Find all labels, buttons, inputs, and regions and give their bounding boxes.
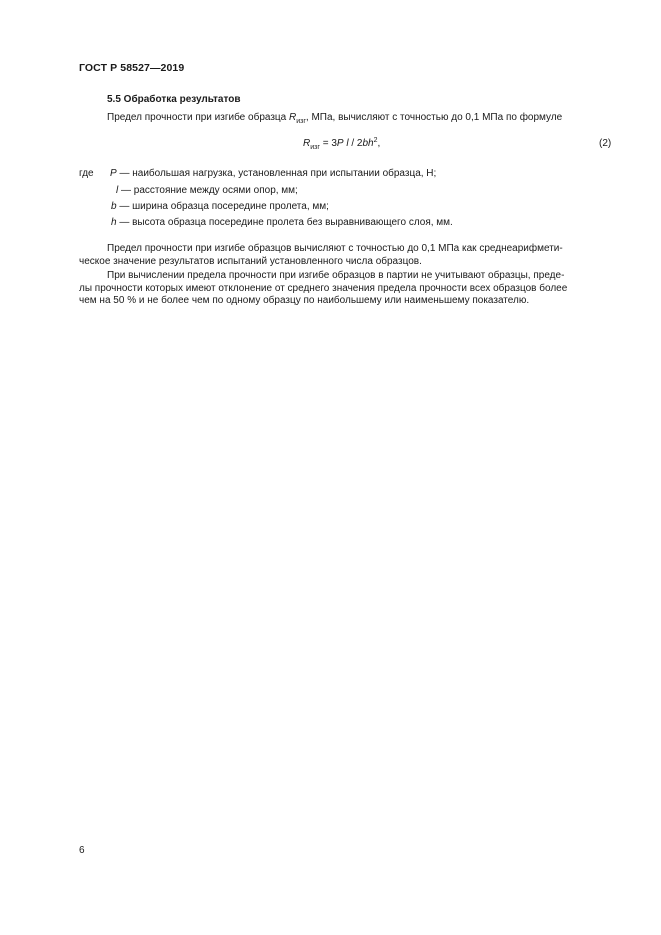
formula-bh: bh: [362, 138, 374, 149]
document-header: ГОСТ Р 58527—2019: [79, 62, 185, 74]
definition-text: — высота образца посередине пролета без выравнивающего слоя, мм.: [116, 217, 453, 228]
definition-var: l: [116, 185, 119, 196]
paragraph-average: [79, 243, 614, 268]
definition-text: — наибольшая нагрузка, установленная при испытании образца, Н;: [116, 168, 437, 179]
formula-exponent: 2: [373, 137, 378, 144]
paragraph-exclusion: [79, 270, 614, 308]
paragraph-line: чем на 50 % и не более чем по одному образцу по наибольшему или наименьшему показателю.: [79, 295, 530, 306]
section-title: 5.5 Обработка результатов: [107, 94, 241, 105]
formula-lhs-subscript: изг: [310, 144, 320, 151]
paragraph-line: Предел прочности при изгибе образцов вычисляют с точностью до 0,1 МПа как среднеарифмети-: [107, 243, 563, 254]
formula-equals: = 3: [319, 138, 337, 149]
intro-paragraph: [107, 112, 562, 123]
formula-number: (2): [599, 138, 612, 149]
formula-l: l: [346, 138, 349, 149]
strength-symbol: R: [288, 112, 297, 123]
definition-var: b: [111, 201, 117, 212]
paragraph-line: ческое значение результатов испытаний установленного числа образцов.: [79, 255, 422, 267]
definition-text: — расстояние между осями опор, мм;: [118, 185, 298, 196]
intro-text-before: Предел прочности при изгибе образца: [107, 112, 289, 123]
definition-var: h: [111, 217, 117, 228]
strength-symbol-subscript: изг: [296, 118, 306, 125]
formula: [303, 138, 380, 149]
definition-var: P: [110, 168, 117, 179]
formula-lhs: R: [303, 138, 311, 149]
definition-item: [110, 168, 436, 179]
definition-item: [116, 185, 298, 196]
definition-text: — ширина образца посередине пролета, мм;: [116, 201, 329, 212]
definition-item: [111, 201, 329, 212]
definition-item: [111, 217, 453, 228]
formula-divide: / 2: [348, 138, 363, 149]
paragraph-line: При вычислении предела прочности при изгибе образцов в партии не учитывают образцы, преде-: [107, 270, 565, 281]
page-number: 6: [79, 845, 85, 856]
paragraph-line: лы прочности которых имеют отклонение от среднего значения предела прочности всех образцов более: [79, 282, 568, 294]
intro-text-after: , МПа, вычисляют с точностью до 0,1 МПа по формуле: [305, 112, 563, 123]
where-label: где: [79, 168, 94, 179]
formula-end: ,: [377, 138, 381, 149]
formula-p: P: [336, 138, 344, 149]
